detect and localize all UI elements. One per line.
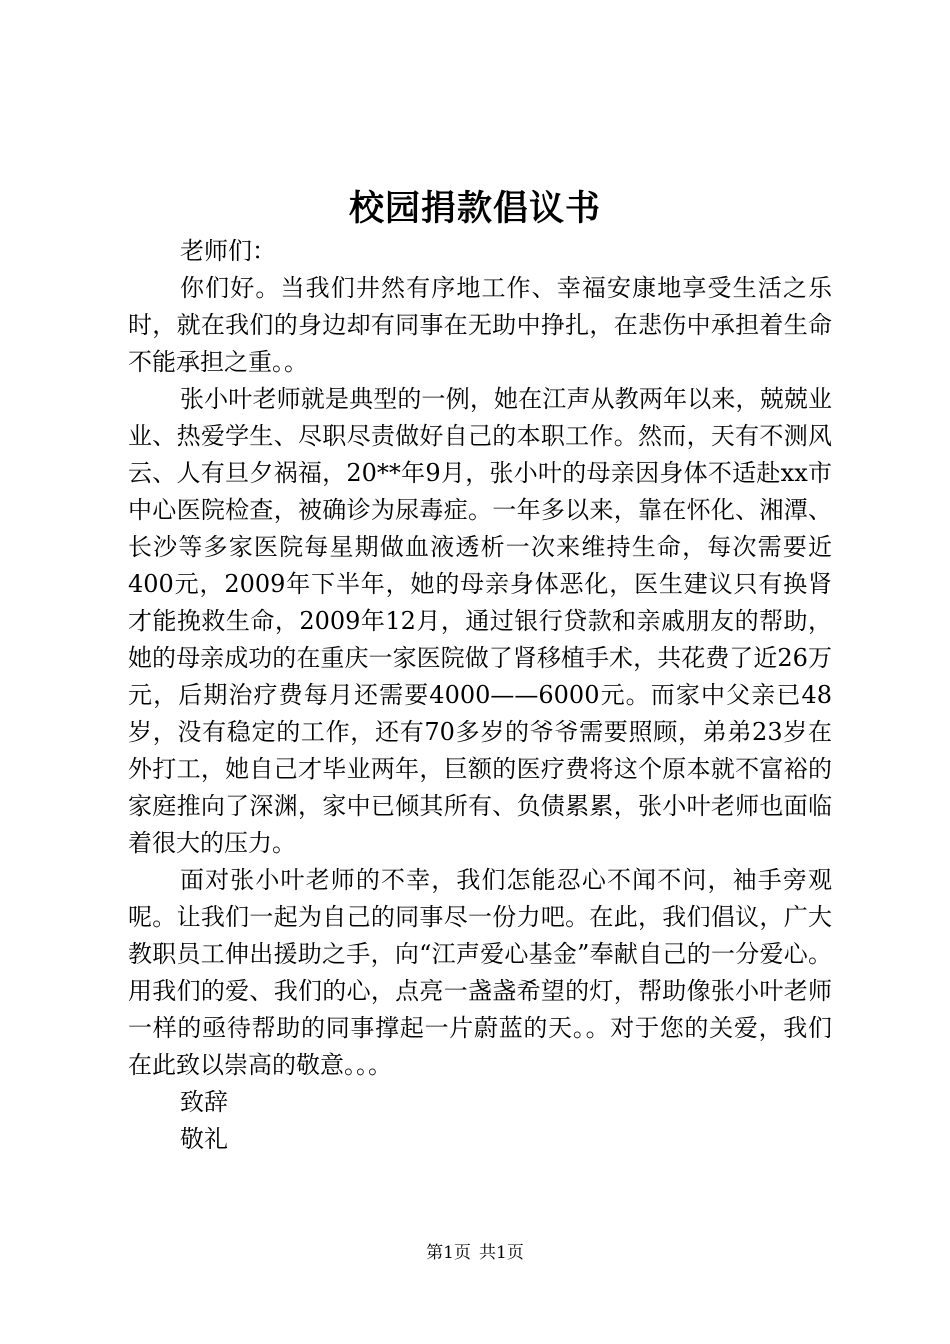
page-number: 第1页 xyxy=(426,1243,471,1263)
page-total: 共1页 xyxy=(479,1243,524,1263)
salutation: 老师们： xyxy=(180,237,276,265)
document-title: 校园捐款倡议书 xyxy=(348,188,601,229)
closing-line-1: 致辞 xyxy=(180,1088,228,1116)
paragraph-greeting: 你们好。当我们井然有序地工作、幸福安康地享受生活之乐时，就在我们的身边却有同事在无助中挣扎，在悲伤中承担着生命不能承担之重。。 xyxy=(128,274,832,376)
paragraph-story: 张小叶老师就是典型的一例，她在江声从教两年以来，兢兢业业、热爱学生、尽职尽责做好自己的本职工作。然而，天有不测风云、人有旦夕祸福，20**年9月，张小叶的母亲因身体不适赴xx市中心医院检查，被确诊为尿毒症。一年多以来，靠在怀化、湘潭、长沙等多家医院每星期做血液透析一次来维持生命，每次需要近400元，2009年下半年，她的母亲身体恶化，医生建议只有换肾才能挽救生命，2009年12月，通过银行贷款和亲戚朋友的帮助，她的母亲成功的在重庆一家医院做了肾移植手术，共花费了近26万元，后期治疗费每月还需要4000——6000元。而家中父亲已48岁，没有稳定的工作，还有70多岁的爷爷需要照顾，弟弟23岁在外打工，她自己才毕业两年，巨额的医疗费将这个原本就不富裕的家庭推向了深渊，家中已倾其所有、负债累累，张小叶老师也面临着很大的压力。 xyxy=(128,385,832,857)
page-footer xyxy=(0,1240,950,1266)
document-body xyxy=(128,233,832,1158)
paragraph-appeal: 面对张小叶老师的不幸，我们怎能忍心不闻不问，袖手旁观呢。让我们一起为自己的同事尽一份力吧。在此，我们倡议，广大教职员工伸出援助之手，向“江声爱心基金”奉献自己的一分爱心。用我们的爱、我们的心，点亮一盏盏希望的灯，帮助像张小叶老师一样的亟待帮助的同事撑起一片蔚蓝的天。。对于您的关爱，我们在此致以崇高的敬意。。。 xyxy=(128,866,832,1079)
closing-line-2: 敬礼 xyxy=(180,1125,228,1153)
